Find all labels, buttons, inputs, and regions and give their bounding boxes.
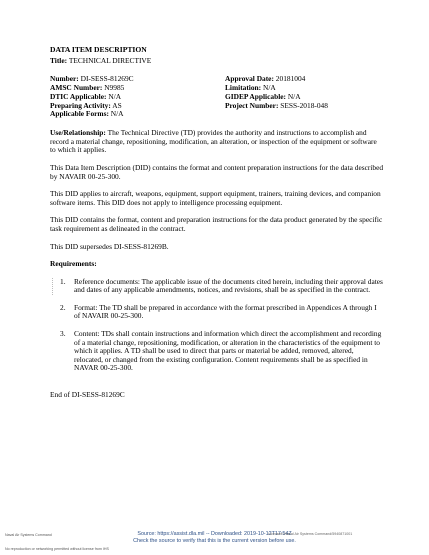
amsc-value: N9985 (104, 82, 125, 92)
dtic-value: N/A (108, 91, 122, 101)
footer-verify-note: Check the source to verify that this is the current version before use. (133, 538, 296, 544)
approval-label: Approval Date: (225, 74, 274, 84)
number-label: Number: (50, 74, 79, 84)
content-paragraph: This DID contains the format, content and preparation instructions for the data product generated by the specific task requirement as delineated in the contract. (50, 215, 383, 233)
use-relationship-text: The Technical Directive (TD) provides the authority and instructions to accomplish and record a material change, repositioning, modification, an alteration, or inspection of the equipment or software to which it applies. (50, 128, 377, 155)
requirement-text: Content: TDs shall contain instructions and information which direct the accomplishment and recording of a material change, repositioning, modification, or alteration in the characteristics of the equipment to which it applies. A TD shall be used to direct that parts or material be added, removed, altered, relocated, or changed from the existing configuration. Content requirements shall be as specified in NAVAR 00-25-300. (74, 329, 382, 373)
metadata-left-column (50, 75, 225, 119)
dtic-label: DTIC Applicable: (50, 91, 107, 101)
requirement-item (60, 304, 384, 321)
title-label: Title: (50, 55, 68, 65)
title-value: TECHNICAL DIRECTIVE (68, 55, 152, 65)
limitation-label: Limitation: (225, 82, 262, 92)
activity-value: AS (112, 100, 122, 110)
applicability-paragraph: This DID applies to aircraft, weapons, equipment, support equipment, trainers, training devices, and companion software items. This DID does not apply to intelligence processing equipment. (50, 189, 381, 207)
requirement-item (60, 330, 384, 373)
document-heading: DATA ITEM DESCRIPTION (50, 45, 147, 54)
requirements-heading: Requirements: (50, 259, 97, 269)
gidep-label: GIDEP Applicable: (225, 91, 286, 101)
number-value: DI-SESS-81269C (80, 74, 134, 84)
activity-label: Preparing Activity: (50, 100, 111, 110)
document-page (50, 46, 384, 400)
requirement-number: 3. (60, 329, 66, 339)
requirement-number: 1. (60, 276, 66, 286)
supersedes-paragraph: This DID supersedes DI-SESS-81269B. (50, 241, 169, 251)
scope-paragraph: This Data Item Description (DID) contains the format and content preparation instructions for the data described by NAVAIR 00-25-300. (50, 162, 384, 181)
amsc-label: AMSC Number: (50, 82, 103, 92)
project-value: SESS-2018-048 (280, 100, 328, 110)
forms-value: N/A (110, 109, 124, 119)
requirements-list (50, 278, 384, 373)
requirement-item (60, 278, 384, 295)
approval-value: 20181004 (275, 74, 306, 84)
forms-row (50, 110, 225, 119)
footer-licensee: Licensee=Naval Air Systems Command/5940871001 (268, 532, 353, 536)
footer-publisher: Naval Air Systems Command (5, 533, 52, 537)
use-relationship-paragraph (50, 129, 384, 155)
footer-source-link[interactable]: Source: https://assist.dla.mil -- Downloaded: 2019-10-12T17:54Z (137, 531, 292, 537)
limitation-value: N/A (263, 82, 276, 92)
requirement-number: 2. (60, 302, 66, 312)
use-relationship-label: Use/Relationship: (50, 128, 106, 138)
project-row (225, 102, 384, 111)
footer-license-notice: No reproduction or networking permitted without license from IHS (5, 547, 109, 551)
forms-label: Applicable Forms: (50, 109, 109, 119)
end-of-document: End of DI-SESS-81269C (50, 390, 125, 400)
document-title (50, 57, 384, 66)
requirement-text: Format: The TD shall be prepared in accordance with the format prescribed in Appendices A through I of NAVAIR 00-25-300. (74, 302, 377, 321)
project-label: Project Number: (225, 100, 279, 110)
metadata-right-column (225, 75, 384, 119)
requirement-text: Reference documents: The applicable issue of the documents cited herein, including their approval dates and dates of any applicable amendments, notices, and revisions, shall be as specified in the contract. (74, 276, 383, 295)
change-bar (52, 278, 53, 295)
page-footer (0, 528, 429, 555)
gidep-value: N/A (287, 91, 301, 101)
metadata-block (50, 75, 384, 119)
